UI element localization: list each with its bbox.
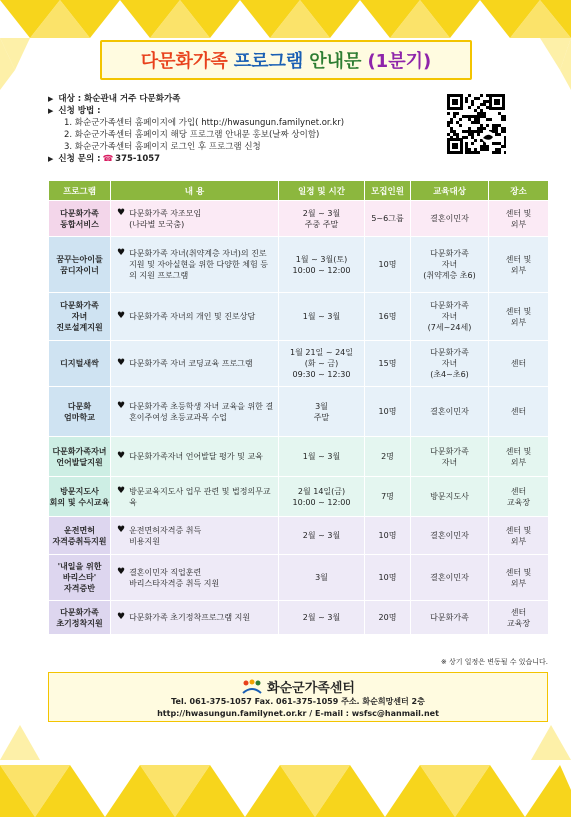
schedule-cell: 1월 ~ 3월 (279, 293, 365, 341)
content-text: 다문화가족 자녀의 개인 및 진로상담 (129, 312, 256, 321)
place-cell: 센터 및 외부 (489, 237, 549, 293)
web-line[interactable]: http://hwasungun.familynet.or.kr / E-mail : wsfsc@hanmail.net (157, 709, 439, 718)
content-text: 결혼이민자 직업훈련 바리스타자격증 취득 지원 (129, 567, 220, 588)
header-program: 프로그램 (49, 181, 111, 201)
place-cell: 센터 및 외부 (489, 555, 549, 601)
table-row (49, 517, 549, 555)
content-cell (111, 437, 279, 477)
program-name-cell: 다문화가족 자녀 진로설계지원 (49, 293, 111, 341)
target-cell: 결혼이민자 (411, 555, 489, 601)
heart-bullet-icon: ♥ (117, 207, 126, 218)
content-cell (111, 555, 279, 601)
capacity-cell: 2명 (365, 437, 411, 477)
contact-line: Tel. 061-375-1057 Fax. 061-375-1059 주소. 화순희망센터 2층 (171, 697, 425, 706)
heart-bullet-icon: ♥ (117, 311, 126, 321)
contact-label: 신청 문의 : (58, 154, 101, 164)
target-cell: 결혼이민자 (411, 201, 489, 237)
program-name-cell: '내일을 위한 바리스타' 자격증반 (49, 555, 111, 601)
schedule-cell: 1월 ~ 3월 (279, 437, 365, 477)
table-row (49, 201, 549, 237)
content-text: 다문화가족 초기정착프로그램 지원 (129, 613, 251, 622)
title-part-4: (1분기) (367, 51, 432, 72)
program-name-cell: 디지털새싹 (49, 341, 111, 387)
place-cell: 센터 및 외부 (489, 293, 549, 341)
table-header-row (49, 181, 549, 201)
program-name-cell: 다문화가족 동합서비스 (49, 201, 111, 237)
program-name-cell: 다문화가족 초기정착지원 (49, 601, 111, 635)
content-cell (111, 293, 279, 341)
header-place: 장소 (489, 181, 549, 201)
schedule-cell: 2월 14일(금) 10:00 ~ 12:00 (279, 477, 365, 517)
schedule-cell: 2월 ~ 3월 (279, 601, 365, 635)
heart-bullet-icon: ♥ (117, 524, 126, 535)
table-row (49, 437, 549, 477)
table-row (49, 387, 549, 437)
place-cell: 센터 (489, 387, 549, 437)
table-row (49, 477, 549, 517)
content-cell (111, 201, 279, 237)
content-cell (111, 601, 279, 635)
table-row (49, 555, 549, 601)
content-text: 다문화가족자녀 언어발달 평가 및 교육 (129, 452, 263, 461)
content-cell (111, 387, 279, 437)
program-name-cell: 방문지도사 회의 및 수시교육 (49, 477, 111, 517)
target-cell: 다문화가족 자녀 (취약계층 초6) (411, 237, 489, 293)
capacity-cell: 16명 (365, 293, 411, 341)
header-capacity: 모집인원 (365, 181, 411, 201)
method-item-3: 3. 화순군가족센터 홈페이지 로그인 후 프로그램 신청 (64, 142, 261, 152)
contact-number[interactable]: 375-1057 (115, 154, 161, 164)
capacity-cell: 15명 (365, 341, 411, 387)
target-cell: 다문화가족 자녀 (7세~24세) (411, 293, 489, 341)
method-label: 신청 방법 : (58, 106, 101, 116)
capacity-cell: 10명 (365, 517, 411, 555)
header-schedule: 일정 및 시간 (279, 181, 365, 201)
title-part-3: 안내문 (309, 51, 362, 72)
capacity-cell: 10명 (365, 387, 411, 437)
target-text: 대상 : 화순관내 거주 다문화가족 (58, 94, 181, 104)
place-cell: 센터 및 외부 (489, 201, 549, 237)
note-mark-icon: ※ (440, 658, 449, 666)
table-row (49, 601, 549, 635)
heart-bullet-icon: ♥ (117, 612, 126, 622)
page-title (100, 40, 472, 80)
phone-icon: ☎ (102, 154, 114, 164)
header-content: 내 용 (111, 181, 279, 201)
heart-bullet-icon: ♥ (117, 566, 126, 577)
heart-bullet-icon: ♥ (117, 451, 126, 461)
schedule-cell: 3월 (279, 555, 365, 601)
capacity-cell: 10명 (365, 237, 411, 293)
content-cell (111, 517, 279, 555)
header-target: 교육대상 (411, 181, 489, 201)
content-cell (111, 237, 279, 293)
target-cell: 방문지도사 (411, 477, 489, 517)
heart-bullet-icon: ♥ (117, 248, 126, 258)
place-cell: 센터 및 외부 (489, 437, 549, 477)
capacity-cell: 10명 (365, 555, 411, 601)
capacity-cell: 20명 (365, 601, 411, 635)
program-name-cell: 운전면허 자격증취득지원 (49, 517, 111, 555)
triangle-bullet-icon: ▶ (48, 155, 54, 163)
target-cell: 다문화가족 자녀 (초4~초6) (411, 341, 489, 387)
target-cell: 결혼이민자 (411, 517, 489, 555)
schedule-note (380, 657, 548, 667)
content-text: 운전면허자격증 취득 비용지원 (129, 525, 202, 546)
bottom-decoration (0, 720, 571, 817)
org-header (49, 677, 547, 696)
note-text: 상기 일정은 변동될 수 있습니다. (448, 658, 548, 666)
table-row (49, 341, 549, 387)
place-cell: 센터 및 외부 (489, 517, 549, 555)
schedule-cell: 1월 ~ 3월(토) 10:00 ~ 12:00 (279, 237, 365, 293)
triangle-bullet-icon: ▶ (48, 107, 54, 115)
program-table (48, 180, 549, 635)
capacity-cell: 7명 (365, 477, 411, 517)
table-row (49, 237, 549, 293)
schedule-cell: 2월 ~ 3월 주중 주말 (279, 201, 365, 237)
title-part-2: 프로그램 (233, 51, 304, 72)
content-text: 다문화가족 자녀(취약계층 자녀)의 진로지원 및 자아실현을 위한 다양한 체험 등의 지원 프로그램 (129, 249, 268, 280)
family-logo-icon (241, 679, 263, 695)
program-name-cell: 꿈꾸는아이들 꿈디자이너 (49, 237, 111, 293)
content-text: 다문화가족 초등학생 자녀 교육을 위한 결혼이주여성 초등교과목 수업 (129, 401, 274, 422)
content-text: 방문교육지도사 업무 관련 및 법정의무교육 (129, 486, 271, 507)
org-name: 화순군가족센터 (267, 681, 355, 696)
heart-bullet-icon: ♥ (117, 358, 126, 368)
heart-bullet-icon: ♥ (117, 485, 126, 496)
application-info (48, 93, 428, 165)
schedule-cell: 1월 21일 ~ 24일 (화 ~ 금) 09:30 ~ 12:30 (279, 341, 365, 387)
target-cell: 다문화가족 자녀 (411, 437, 489, 477)
content-text: 다문화가족 자녀 코딩교육 프로그램 (129, 359, 253, 368)
footer (48, 672, 548, 722)
method-item-1[interactable]: 1. 화순군가족센터 홈페이지에 가입( http://hwasungun.familynet.or.kr) (64, 118, 345, 128)
title-part-1: 다문화가족 (140, 51, 228, 72)
schedule-cell: 3월 주말 (279, 387, 365, 437)
place-cell: 센터 (489, 341, 549, 387)
content-cell (111, 341, 279, 387)
program-name-cell: 다문화 엄마학교 (49, 387, 111, 437)
schedule-cell: 2월 ~ 3월 (279, 517, 365, 555)
content-text: 다문화가족 자조모임 (나라별 모국춤) (129, 208, 202, 229)
heart-bullet-icon: ♥ (117, 400, 126, 411)
place-cell: 센터 교육장 (489, 477, 549, 517)
place-cell: 센터 교육장 (489, 601, 549, 635)
content-cell (111, 477, 279, 517)
target-cell: 다문화가족 (411, 601, 489, 635)
program-name-cell: 다문화가족자녀 언어발달지원 (49, 437, 111, 477)
target-cell: 결혼이민자 (411, 387, 489, 437)
triangle-bullet-icon: ▶ (48, 95, 54, 103)
capacity-cell: 5~6그룹 (365, 201, 411, 237)
method-item-2: 2. 화순군가족센터 홈페이지 해당 프로그램 안내문 홍보(날짜 상이함) (64, 130, 320, 140)
table-row (49, 293, 549, 341)
qr-code-icon[interactable] (446, 93, 506, 155)
